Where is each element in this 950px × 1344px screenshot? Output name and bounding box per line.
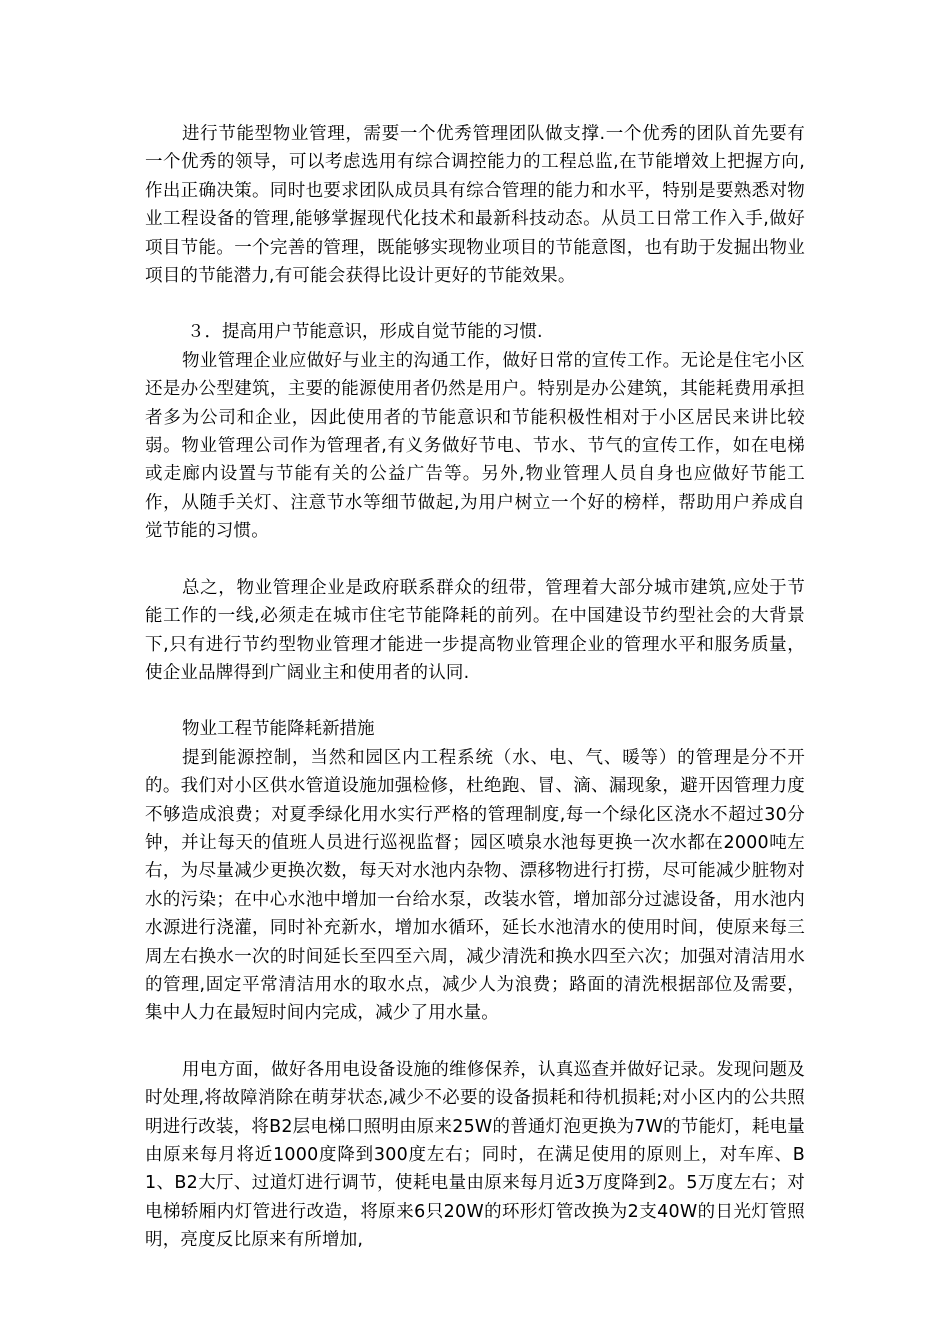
document-body [145,120,805,1255]
paragraph-water-measures: 提到能源控制，当然和园区内工程系统（水、电、气、暖等）的管理是分不开的。我们对小区供水管道设施加强检修，杜绝跑、冒、滴、漏现象，避开因管理力度不够造成浪费；对夏季绿化用水实行严格的管理制度,每一个绿化区浇水不超过30分钟，并让每天的值班人员进行巡视监督；园区喷泉水池每更换一次水都在2000吨左右，为尽量减少更换次数，每天对水池内杂物、漂移物进行打捞，尽可能减少脏物对水的污染；在中心水池中增加一台给水泵，改装水管，增加部分过滤设备，用水池内水源进行浇灌，同时补充新水，增加水循环，延长水池清水的使用时间，使原来每三周左右换水一次的时间延长至四至六周，减少清洗和换水四至六次；加强对清洁用水的管理,固定平常清洁用水的取水点，减少人为浪费；路面的清洗根据部位及需要，集中人力在最短时间内完成，减少了用水量。 [145,747,805,1024]
paragraph-user-communication: 物业管理企业应做好与业主的沟通工作，做好日常的宣传工作。无论是住宅小区还是办公型建筑，主要的能源使用者仍然是用户。特别是办公建筑，其能耗费用承担者多为公司和企业，因此使用者的节能意识和节能积极性相对于小区居民来讲比较弱。物业管理公司作为管理者,有义务做好节电、节水、节气的宣传工作，如在电梯或走廊内设置与节能有关的公益广告等。另外,物业管理人员自身也应做好节能工作，从随手关灯、注意节水等细节做起,为用户树立一个好的榜样，帮助用户养成自觉节能的习惯。 [145,350,805,542]
paragraph-team-management: 进行节能型物业管理，需要一个优秀管理团队做支撑.一个优秀的团队首先要有一个优秀的领导，可以考虑选用有综合调控能力的工程总监,在节能增效上把握方向,作出正确决策。同时也要求团队成员具有综合管理的能力和水平，特别是要熟悉对物业工程设备的管理,能够掌握现代化技术和最新科技动态。从员工日常工作入手,做好项目节能。一个完善的管理，既能够实现物业项目的节能意图，也有助于发掘出物业项目的节能潜力,有可能会获得比设计更好的节能效果。 [145,124,805,287]
paragraph-summary: 总之，物业管理企业是政府联系群众的纽带，管理着大部分城市建筑,应处于节能工作的一线,必须走在城市住宅节能降耗的前列。在中国建设节约型社会的大背景下,只有进行节约型物业管理才能进一步提高物业管理企业的管理水平和服务质量，使企业品牌得到广阔业主和使用者的认同. [145,577,805,683]
section-heading-new-measures: 物业工程节能降耗新措施 [182,719,375,740]
paragraph-electricity-measures: 用电方面，做好各用电设备设施的维修保养，认真巡查并做好记录。发现问题及时处理,将故障消除在萌芽状态,减少不必要的设备损耗和待机损耗;对小区内的公共照明进行改装，将B2层电梯口照明由原来25W的普通灯泡更换为7W的节能灯，耗电量由原来每月将近1000度降到300度左右；同时，在满足使用的原则上，对车库、B1、B2大厅、过道灯进行调节，使耗电量由原来每月近3万度降到2。5万度左右；对电梯轿厢内灯管进行改造，将原来6只20W的环形灯管改换为2支40W的日光灯管照明，亮度反比原来有所增加, [145,1059,805,1251]
section-heading-user-awareness: ３．提高用户节能意识，形成自觉节能的习惯. [187,322,543,343]
